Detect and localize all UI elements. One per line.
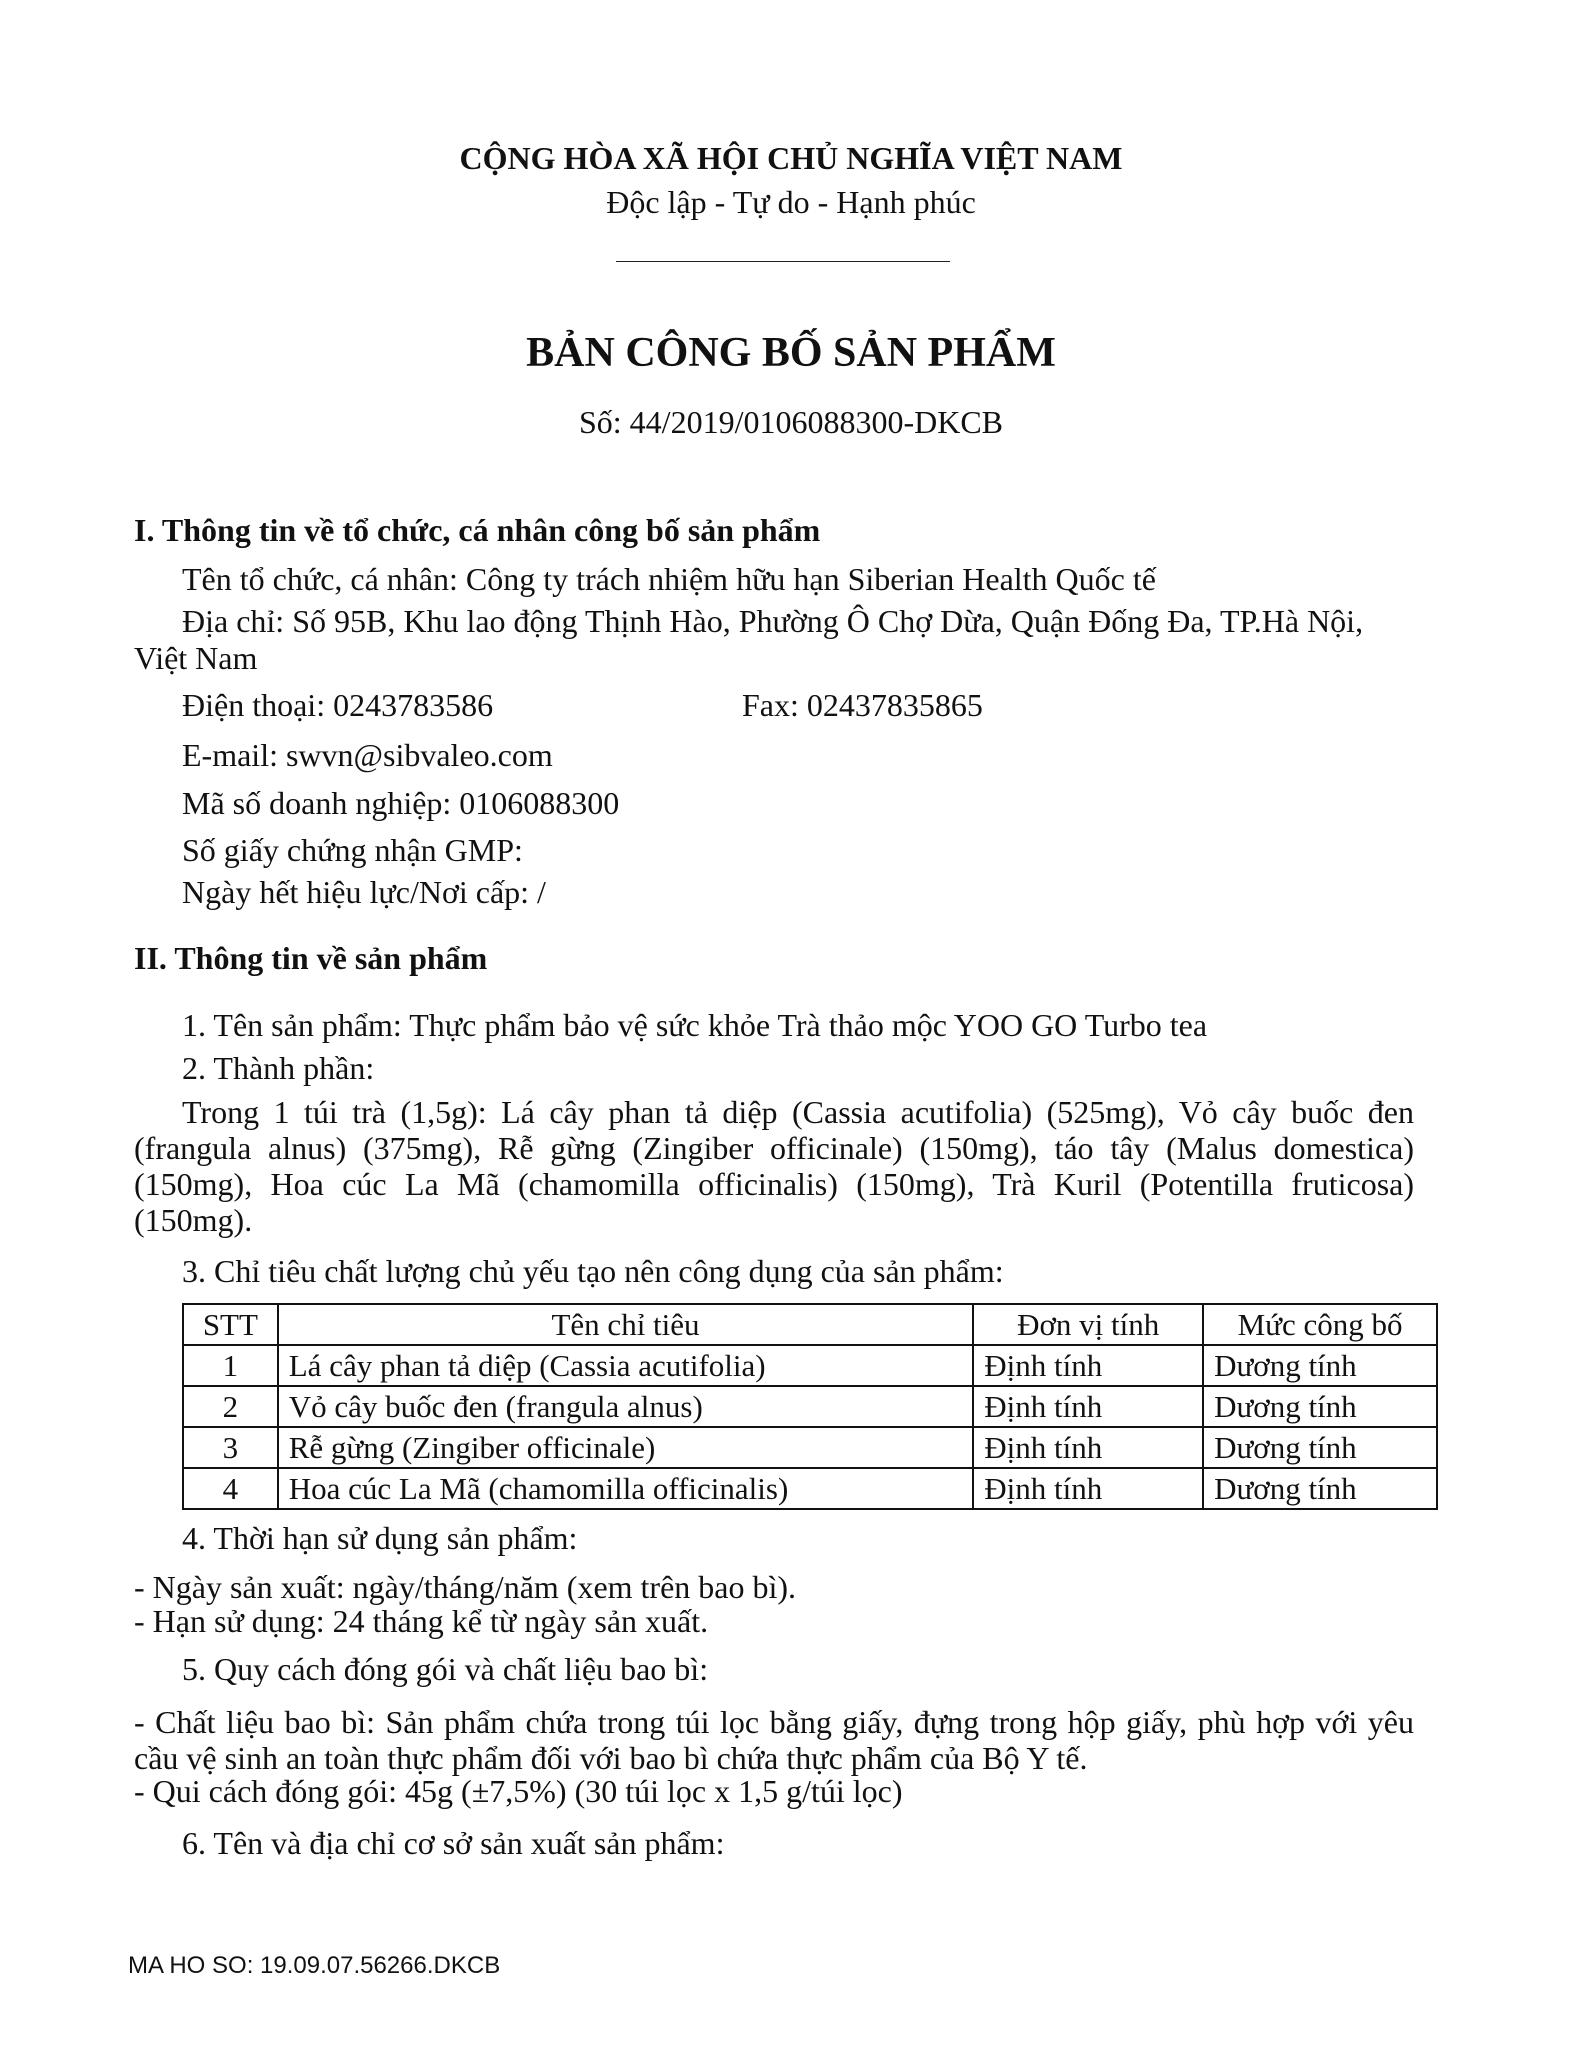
composition-body: Trong 1 túi trà (1,5g): Lá cây phan tả diệp (Cassia acutifolia) (525mg), Vỏ cây buốc đen (frangula alnus) (375mg), Rễ gừng (Zingiber officinale) (150mg), táo tây (Malus domestica) (150mg), Hoa cúc La Mã (chamomilla officinalis) (150mg), Trà Kuril (Potentilla fruticosa) (150mg). [134,1094,1414,1238]
packing-specification: - Qui cách đóng gói: 45g (±7,5%) (30 túi lọc x 1,5 g/túi lọc) [134,1773,903,1809]
row-unit: Định tính [973,1468,1203,1509]
row-indicator-name: Hoa cúc La Mã (chamomilla officinalis) [278,1468,974,1509]
row-unit: Định tính [973,1345,1203,1386]
composition-heading: 2. Thành phần: [182,1050,375,1086]
table-header-row [183,1304,1437,1345]
header-unit: Đơn vị tính [973,1304,1203,1345]
gmp-certificate: Số giấy chứng nhận GMP: [182,832,523,868]
row-unit: Định tính [973,1386,1203,1427]
product-name: 1. Tên sản phẩm: Thực phẩm bảo vệ sức khỏe Trà thảo mộc YOO GO Turbo tea [182,1007,1208,1043]
quality-indicators-heading: 3. Chỉ tiêu chất lượng chủ yếu tạo nên công dụng của sản phẩm: [182,1253,1004,1289]
composition-text [134,1094,1414,1238]
row-declared-level: Dương tính [1203,1468,1437,1509]
document-title: BẢN CÔNG BỐ SẢN PHẨM [526,330,1056,376]
document-number: Số: 44/2019/0106088300-DKCB [578,404,1004,440]
packaging-material: - Chất liệu bao bì: Sản phẩm chứa trong túi lọc bằng giấy, đựng trong hộp giấy, phù hợp với yêu cầu vệ sinh an toàn thực phẩm đối với bao bì chứa thực phẩm của Bộ Y tế. [134,1704,1414,1776]
header-declared-level: Mức công bố [1203,1304,1437,1345]
packaging-heading: 5. Quy cách đóng gói và chất liệu bao bì: [182,1651,709,1687]
header-divider [616,261,950,262]
expiry-period: - Hạn sử dụng: 24 tháng kể từ ngày sản xuất. [134,1603,709,1639]
section-1-heading: I. Thông tin về tổ chức, cá nhân công bố sản phẩm [134,512,821,548]
header-indicator-name: Tên chỉ tiêu [278,1304,974,1345]
table-row [183,1386,1437,1427]
manufacture-date: - Ngày sản xuất: ngày/tháng/năm (xem trên bao bì). [134,1569,797,1605]
address-line-1: Địa chỉ: Số 95B, Khu lao động Thịnh Hào, Phường Ô Chợ Dừa, Quận Đống Đa, TP.Hà Nội, [182,603,1364,639]
manufacturer-heading: 6. Tên và địa chỉ cơ sở sản xuất sản phẩm: [182,1825,725,1861]
shelf-life-heading: 4. Thời hạn sử dụng sản phẩm: [182,1520,578,1556]
address-line-2: Việt Nam [134,640,258,676]
table-row [183,1427,1437,1468]
national-motto: Độc lập - Tự do - Hạnh phúc [606,184,976,220]
expiry-issuer: Ngày hết hiệu lực/Nơi cấp: / [182,874,546,910]
phone-number: Điện thoại: 0243783586 [182,687,494,723]
row-stt: 4 [183,1468,278,1509]
row-declared-level: Dương tính [1203,1345,1437,1386]
email-address: E-mail: swvn@sibvaleo.com [182,737,553,773]
row-indicator-name: Rễ gừng (Zingiber officinale) [278,1427,974,1468]
table-row [183,1345,1437,1386]
row-stt: 1 [183,1345,278,1386]
row-declared-level: Dương tính [1203,1386,1437,1427]
table-row [183,1468,1437,1509]
quality-indicators-table [182,1303,1438,1510]
row-indicator-name: Lá cây phan tả diệp (Cassia acutifolia) [278,1345,974,1386]
row-declared-level: Dương tính [1203,1427,1437,1468]
fax-number: Fax: 02437835865 [742,687,983,723]
dossier-code: MA HO SO: 19.09.07.56266.DKCB [128,1952,501,1979]
row-unit: Định tính [973,1427,1203,1468]
nation-heading: CỘNG HÒA XÃ HỘI CHỦ NGHĨA VIỆT NAM [459,140,1123,176]
business-code: Mã số doanh nghiệp: 0106088300 [182,785,620,821]
row-stt: 2 [183,1386,278,1427]
organization-name: Tên tổ chức, cá nhân: Công ty trách nhiệm hữu hạn Siberian Health Quốc tế [182,561,1156,597]
row-stt: 3 [183,1427,278,1468]
section-2-heading: II. Thông tin về sản phẩm [134,940,488,976]
row-indicator-name: Vỏ cây buốc đen (frangula alnus) [278,1386,974,1427]
header-stt: STT [183,1304,278,1345]
